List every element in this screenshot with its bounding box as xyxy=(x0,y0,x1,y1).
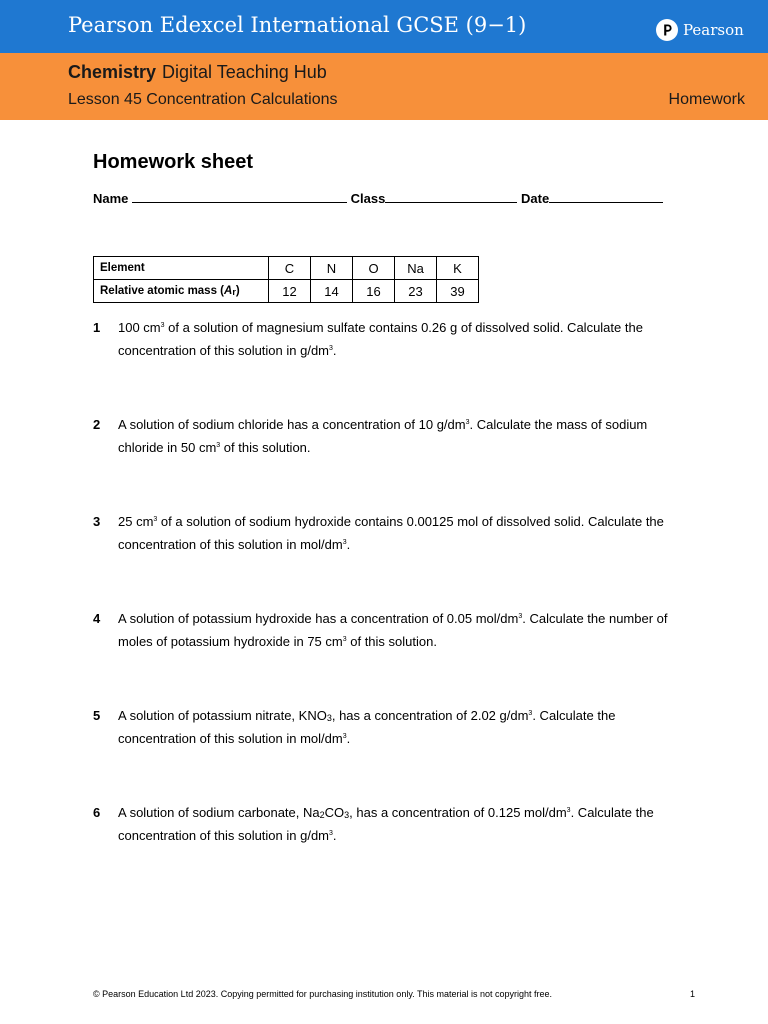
question-number: 6 xyxy=(93,805,101,820)
superscript: 3 xyxy=(153,516,158,523)
question-5 xyxy=(93,704,678,750)
mass-row xyxy=(94,280,479,303)
question-number: 3 xyxy=(93,514,101,529)
superscript: 3 xyxy=(465,419,470,426)
mass-cell: 14 xyxy=(311,280,353,303)
text-run: . Calculate the concentration of this solution in g/dm xyxy=(118,805,654,843)
text-run: , has a concentration of 0.125 mol/dm xyxy=(349,805,567,820)
text-run: CO xyxy=(324,805,345,820)
text-run: of this solution. xyxy=(220,440,311,455)
pearson-p-icon xyxy=(656,19,678,41)
superscript: 3 xyxy=(329,345,333,352)
question-number: 1 xyxy=(93,320,101,335)
document-type: Homework xyxy=(668,91,745,108)
mass-cell: 23 xyxy=(395,280,437,303)
superscript: 3 xyxy=(216,442,221,449)
question-text xyxy=(118,413,678,459)
text-run: . xyxy=(332,828,337,843)
superscript: 3 xyxy=(342,539,347,546)
name-label: Name xyxy=(93,191,129,206)
subscript: 3 xyxy=(344,810,350,820)
subject-line xyxy=(68,62,327,83)
element-cell: C xyxy=(269,257,311,280)
question-1 xyxy=(93,316,678,362)
name-blank xyxy=(132,189,347,203)
mass-cell: 16 xyxy=(353,280,395,303)
lesson-title: Lesson 45 Concentration Calculations xyxy=(68,91,338,108)
text-run: . xyxy=(346,537,351,552)
date-label: Date xyxy=(521,191,550,206)
element-cell: N xyxy=(311,257,353,280)
question-text xyxy=(118,704,678,750)
question-number: 4 xyxy=(93,611,101,626)
mass-header-close: ) xyxy=(235,285,240,297)
text-run: of a solution of magnesium sulfate contains 0.26 g of dissolved solid. Calculate the concentration of this solution in g/dm xyxy=(118,320,643,358)
text-run: 25 cm xyxy=(118,514,154,529)
question-text xyxy=(118,607,678,653)
subscript: 3 xyxy=(326,713,332,723)
superscript: 3 xyxy=(566,807,571,814)
text-run: . xyxy=(332,343,337,358)
sheet-title: Homework sheet xyxy=(93,151,254,173)
subscript: 2 xyxy=(319,810,325,820)
text-run: A solution of sodium carbonate, Na xyxy=(118,805,320,820)
mass-cell: 12 xyxy=(269,280,311,303)
superscript: 3 xyxy=(342,733,347,740)
question-number: 2 xyxy=(93,417,101,432)
mass-symbol-sub: r xyxy=(232,287,236,297)
text-run: A solution of sodium chloride has a concentration of 10 g/dm xyxy=(118,417,466,432)
element-header: Element xyxy=(94,257,269,280)
class-label: Class xyxy=(350,191,386,206)
class-blank xyxy=(385,189,517,203)
subject-title: Chemistry xyxy=(68,62,157,82)
question-3 xyxy=(93,510,678,556)
top-banner xyxy=(0,0,768,53)
question-text xyxy=(118,316,678,362)
superscript: 3 xyxy=(528,710,533,717)
series-title: Pearson Edexcel International GCSE (9−1) xyxy=(68,13,527,37)
text-run: , has a concentration of 2.02 g/dm xyxy=(331,708,529,723)
question-text xyxy=(118,510,678,556)
pearson-logo xyxy=(656,17,744,43)
superscript: 3 xyxy=(518,613,523,620)
mass-cell: 39 xyxy=(437,280,479,303)
superscript: 3 xyxy=(160,322,165,329)
lesson-banner xyxy=(0,53,768,120)
superscript: 3 xyxy=(342,636,347,643)
text-run: A solution of potassium hydroxide has a concentration of 0.05 mol/dm xyxy=(118,611,519,626)
question-text xyxy=(118,801,678,847)
element-cell: O xyxy=(353,257,395,280)
question-6 xyxy=(93,801,678,847)
superscript: 3 xyxy=(329,830,333,837)
text-run: 100 cm xyxy=(118,320,161,335)
text-run: . Calculate the number of moles of potassium hydroxide in 75 cm xyxy=(118,611,668,649)
question-number: 5 xyxy=(93,708,101,723)
question-2 xyxy=(93,413,678,459)
text-run: . xyxy=(346,731,351,746)
text-run: of this solution. xyxy=(346,634,437,649)
text-run: of a solution of sodium hydroxide contains 0.00125 mol of dissolved solid. Calculate the concentration of this solution in mol/dm xyxy=(118,514,664,552)
element-cell: K xyxy=(437,257,479,280)
pearson-logo-text: Pearson xyxy=(683,21,744,39)
question-4 xyxy=(93,607,678,653)
text-run: . Calculate the mass of sodium chloride in 50 cm xyxy=(118,417,648,455)
text-run: . Calculate the concentration of this solution in mol/dm xyxy=(118,708,616,746)
page-number: 1 xyxy=(690,989,696,999)
date-blank xyxy=(549,189,663,203)
hub-title: Digital Teaching Hub xyxy=(162,62,327,82)
atomic-mass-table xyxy=(93,256,479,303)
copyright-footer: © Pearson Education Ltd 2023. Copying permitted for purchasing institution only. This material is not copyright free. xyxy=(93,989,553,999)
mass-header-text: Relative atomic mass ( xyxy=(100,285,225,297)
mass-header xyxy=(94,280,269,303)
student-details xyxy=(93,189,663,206)
text-run: A solution of potassium nitrate, KNO xyxy=(118,708,327,723)
mass-symbol: A xyxy=(224,285,233,297)
element-row xyxy=(94,257,479,280)
element-cell: Na xyxy=(395,257,437,280)
